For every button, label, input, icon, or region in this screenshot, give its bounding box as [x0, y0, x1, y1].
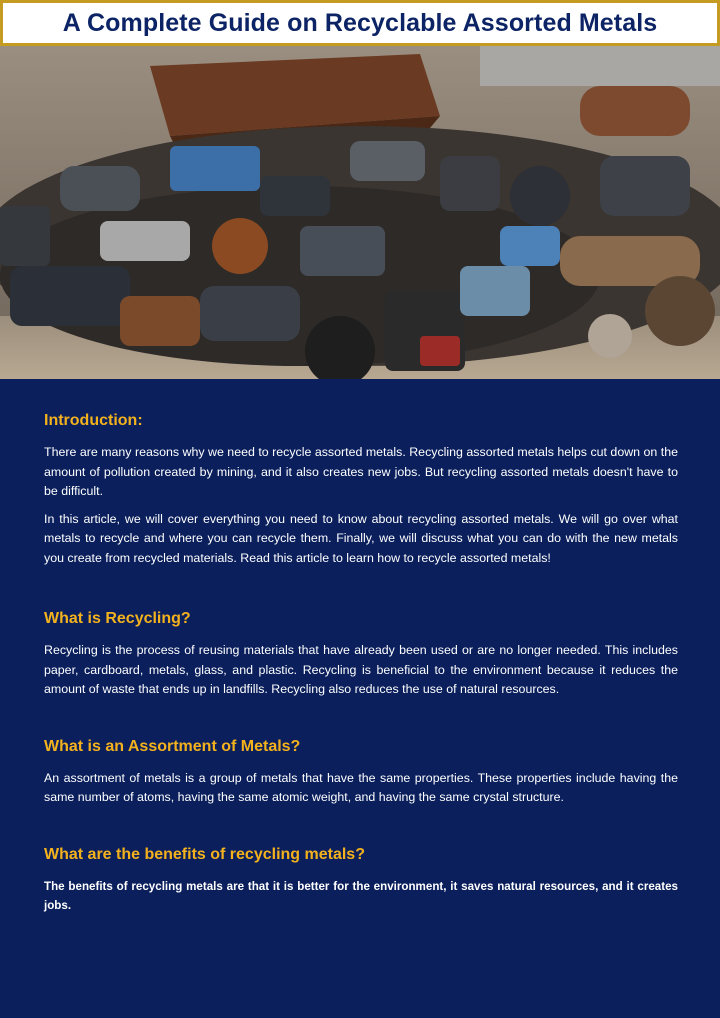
article-body — [44, 412, 678, 924]
paragraph: An assortment of metals is a group of metals that have the same properties. These properties include having the same number of atoms, having the same atomic weight, and having the same crystal structure. — [44, 770, 678, 804]
title-banner — [0, 0, 720, 46]
section-introduction — [44, 412, 678, 568]
paragraph: Recycling is the process of reusing materials that have already been used or are no longer needed. This includes paper, cardboard, metals, glass, and plastic. Recycling is beneficial to the environment because it reduces the amount of waste that ends up in landfills. Recycling also reduces the use of natural resources. — [44, 643, 678, 696]
paragraph: There are many reasons why we need to recycle assorted metals. Recycling assorted metals helps cut down on the amount of pollution created by mining, and it also creates new jobs. But recycling assorted metals doesn't have to be difficult. — [44, 445, 678, 498]
section-heading: What are the benefits of recycling metals? — [44, 845, 365, 863]
section-heading: Introduction: — [44, 412, 143, 429]
section-assortment-of-metals — [44, 738, 678, 808]
section-benefits — [44, 846, 678, 916]
paragraph: In this article, we will cover everything you need to know about recycling assorted metals. We will go over what metals to recycle and where you can recycle them. Finally, we will discuss what you can do with the new metals you create from recycled materials. Read this article to learn how to recycle assorted metals! — [44, 511, 678, 565]
section-heading: What is Recycling? — [44, 610, 191, 627]
section-heading: What is an Assortment of Metals? — [44, 737, 301, 755]
section-what-is-recycling — [44, 610, 678, 700]
page-title: A Complete Guide on Recyclable Assorted Metals — [62, 8, 658, 37]
paragraph: The benefits of recycling metals are that it is better for the environment, it saves natural resources, and it creates jobs. — [44, 879, 678, 912]
scrap-metal-photo — [0, 46, 720, 379]
